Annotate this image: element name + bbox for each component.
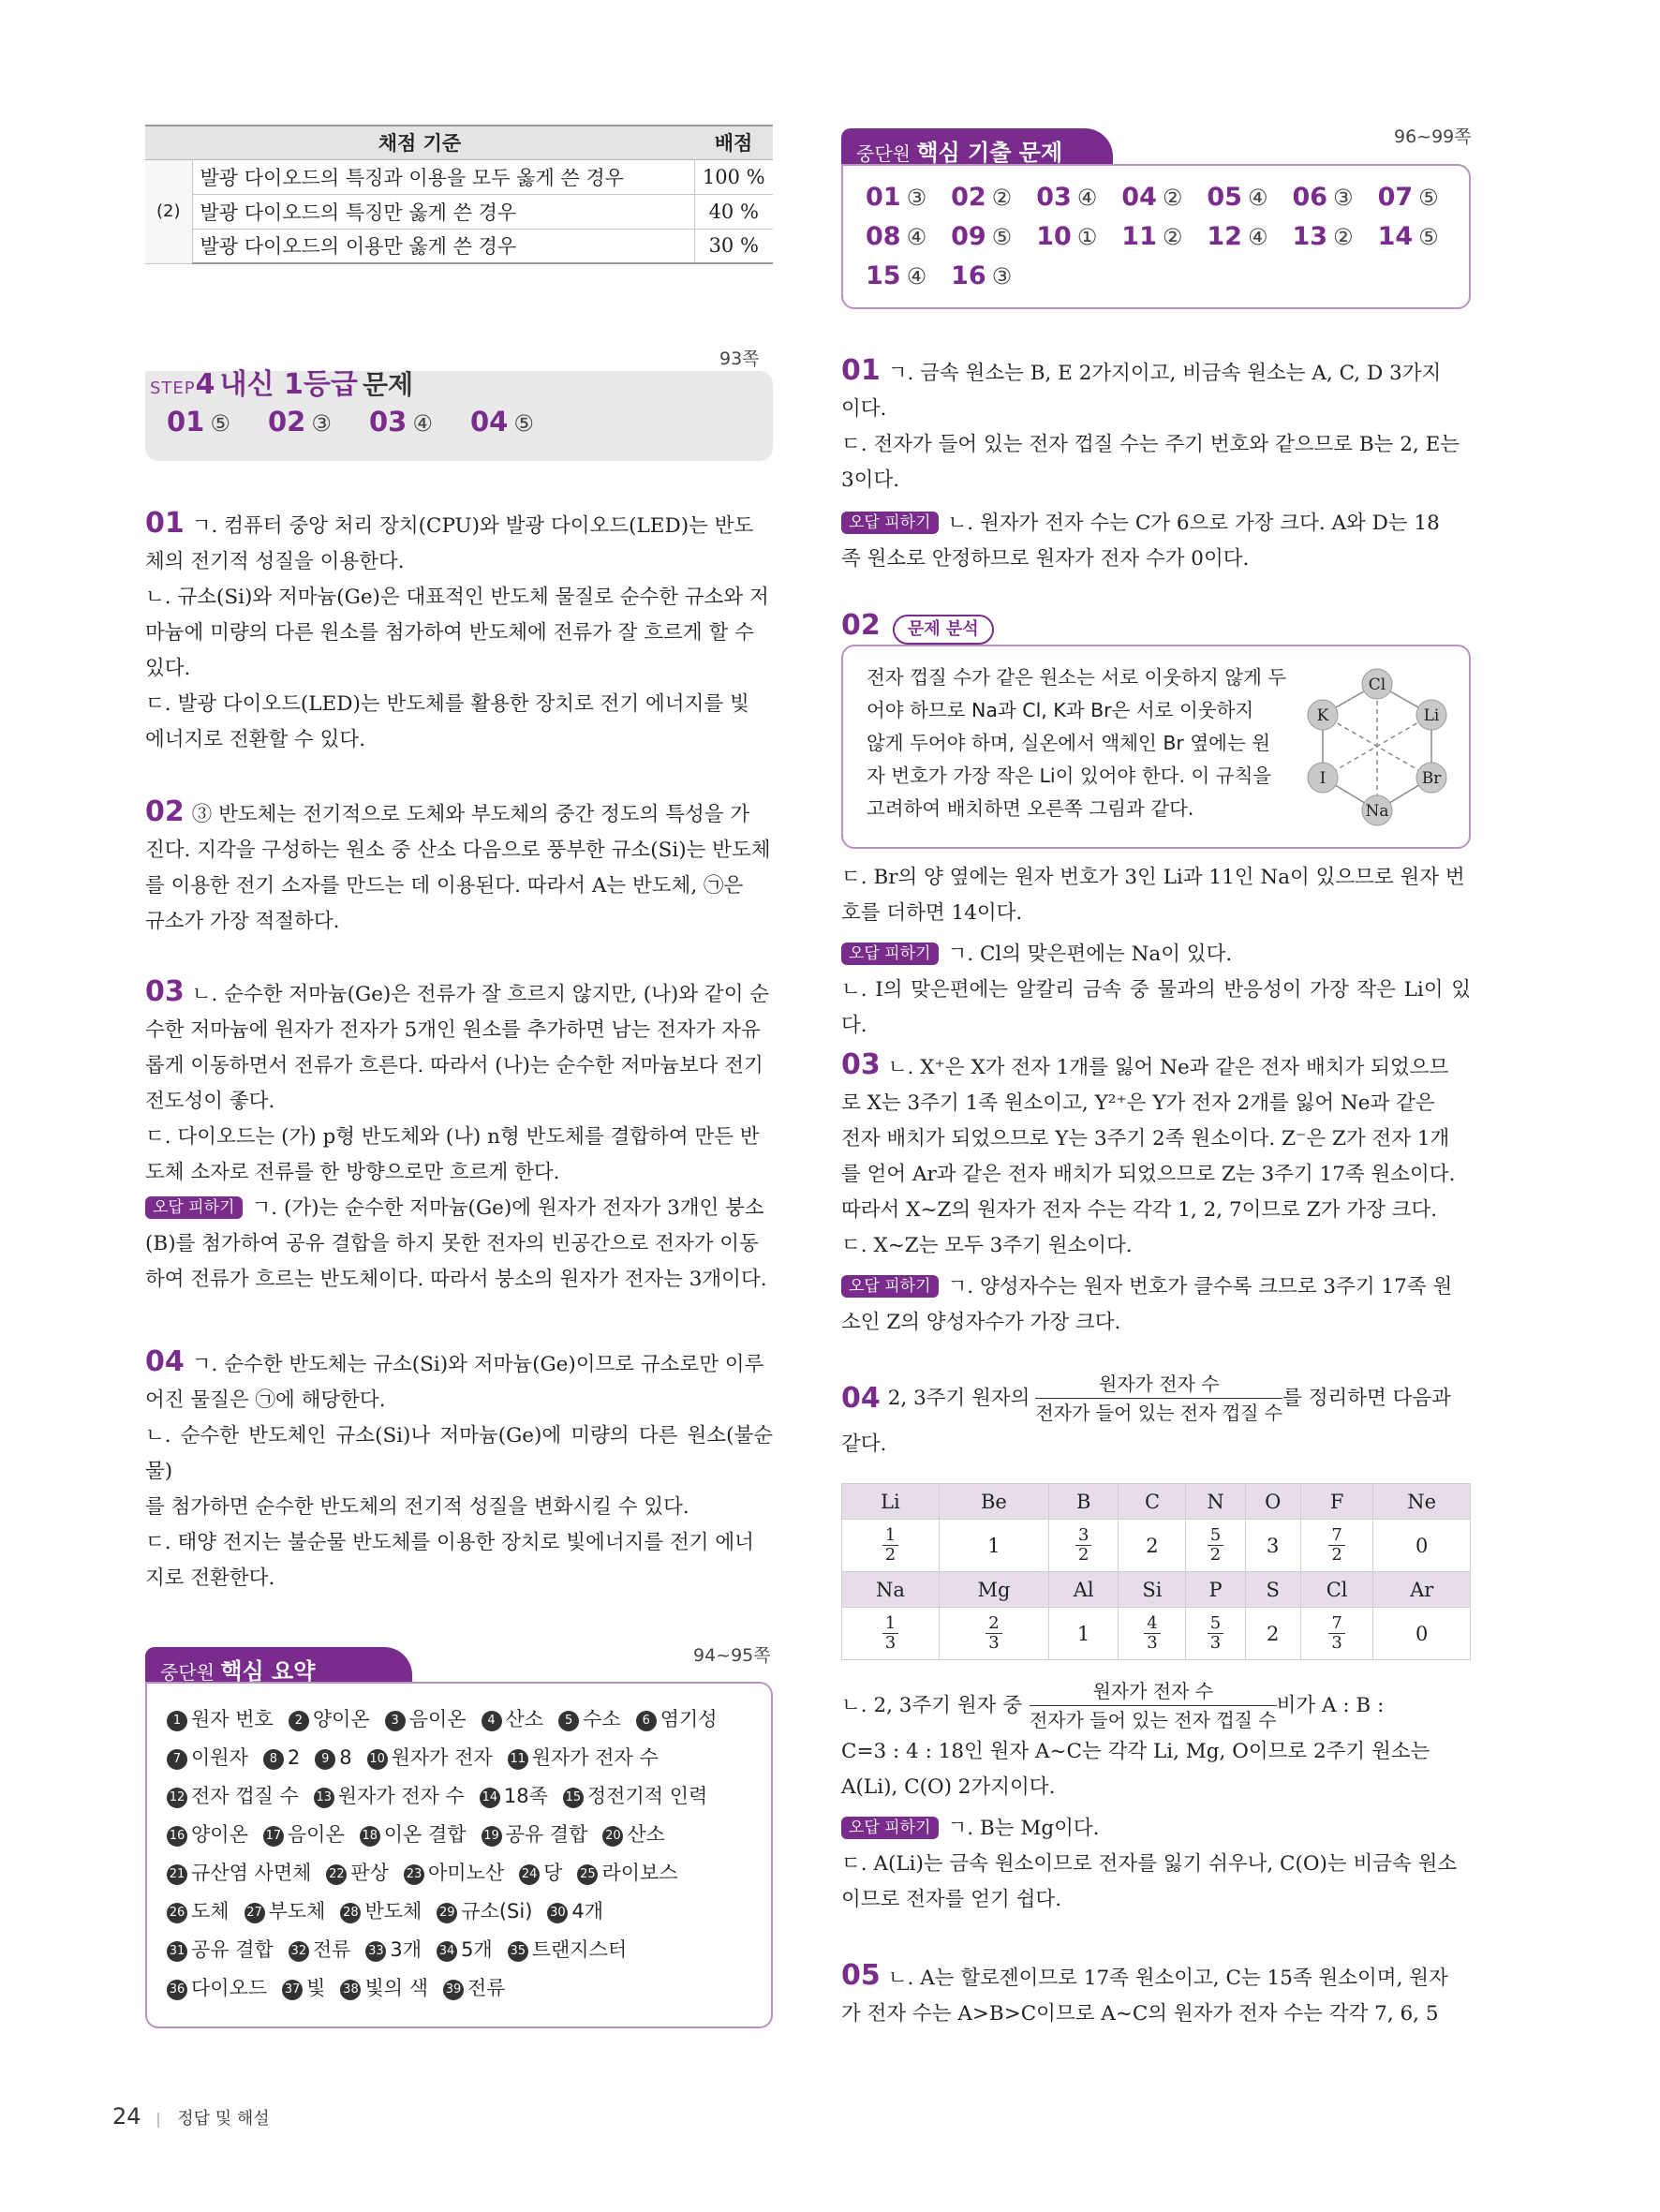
answer-item: 07 ⑤	[1377, 183, 1439, 212]
fraction: 원자가 전자 수 전자가 들어 있는 전자 껍질 수	[1035, 1370, 1282, 1427]
ratio-value: $\frac{1}{2}$	[842, 1520, 940, 1572]
grading-row-score: 40 %	[694, 194, 773, 229]
answer-item: 08 ④	[866, 222, 927, 251]
ratio-value: $\frac{7}{2}$	[1300, 1520, 1372, 1572]
number-badge: 23	[404, 1864, 424, 1885]
summary-item: 2 양이온	[289, 1708, 370, 1730]
footer-label: 정답 및 해설	[177, 2109, 270, 2129]
ratio-value: 3	[1245, 1520, 1300, 1572]
answer-item: 06 ③	[1292, 183, 1354, 212]
exam-solution-01: 01 ㄱ. 금속 원소는 B, E 2가지이고, 비금속 원소는 A, C, D 3가지 이다. ㄷ. 전자가 들어 있는 전자 껍질 수는 주기 번호와 같으므로 B는 2, E는 3이다. 오답 피하기 ㄴ. 원자가 전자 수는 C가 6으로 가장 크다. A와 D는 18 족 원소로 안정하므로 원자가 전자 수가 0이다.	[841, 354, 1460, 571]
atom-label: Br	[1421, 769, 1442, 788]
summary-item: 24 당	[519, 1862, 562, 1884]
summary-item: 22 판상	[326, 1862, 389, 1884]
element-symbol: N	[1186, 1484, 1245, 1520]
number-badge: 13	[314, 1788, 334, 1808]
avoid-mistake-tag: 오답 피하기	[841, 512, 939, 534]
number-badge: 15	[563, 1788, 584, 1808]
summary-item: 4 산소	[482, 1708, 544, 1730]
number-badge: 9	[315, 1749, 335, 1770]
analysis-text: 전자 껍질 수가 같은 원소는 서로 이웃하지 않게 두 어야 하므로 Na과 Cl, K과 Br은 서로 이웃하지 않게 두어야 하며, 실온에서 액체인 Br 옆에는 원 자 번호가 가장 작은 Li이 있어야 한다. 이 규칙을 고려하여 배치하면 오른쪽 그림과 같다.	[867, 666, 1287, 820]
exam-solution-05: 05 ㄴ. A는 할로젠이므로 17족 원소이고, C는 15족 원소이며, 원자 가 전자 수는 A>B>C이므로 A~C의 원자가 전자 수는 각각 7, 6, 5	[841, 1959, 1448, 2026]
answer-item: 03 ④	[1036, 183, 1098, 212]
number-badge: 2	[289, 1711, 309, 1731]
solution-02: 02 ③ 반도체는 전기적으로 도체와 부도체의 중간 정도의 특성을 가 진다. 지각을 구성하는 원소 중 산소 다음으로 풍부한 규소(Si)는 반도체 를 이용한 전기 소자를 만드는 데 이용된다. 따라서 A는 반도체, ㉠은 규소가 가장 적절하다.	[145, 795, 771, 933]
step-title-main: 내신 1등급	[219, 368, 358, 401]
ratio-value: 1	[1048, 1608, 1119, 1660]
summary-item: 16 양이온	[167, 1823, 248, 1846]
summary-line	[167, 1931, 766, 1969]
element-symbol: P	[1186, 1572, 1245, 1608]
answer-item: 14 ⑤	[1377, 222, 1439, 251]
footer: 24 | 정답 및 해설	[112, 2103, 270, 2130]
step4-answers	[167, 406, 562, 438]
number-badge: 31	[167, 1941, 187, 1962]
summary-line	[167, 1854, 766, 1893]
avoid-mistake-tag: 오답 피하기	[841, 1275, 939, 1298]
summary-item: 38 빛의 색	[340, 1977, 428, 1999]
summary-item: 26 도체	[167, 1900, 230, 1923]
answer-item: 04 ②	[1121, 183, 1183, 212]
summary-item: 27 부도체	[245, 1900, 326, 1923]
element-symbol: Li	[842, 1484, 940, 1520]
number-badge: 27	[245, 1903, 265, 1923]
ratio-value: $\frac{4}{3}$	[1119, 1608, 1186, 1660]
summary-line	[167, 1777, 766, 1816]
exam-answer-row	[866, 217, 1463, 257]
grading-row-text: 발광 다이오드의 특징과 이용을 모두 옳게 쓴 경우	[192, 159, 694, 194]
grading-row-text: 발광 다이오드의 이용만 옳게 쓴 경우	[192, 229, 694, 263]
ratio-value: 2	[1119, 1520, 1186, 1572]
number-badge: 12	[167, 1788, 187, 1808]
summary-item: 39 전류	[443, 1977, 506, 1999]
element-symbol: F	[1300, 1484, 1372, 1520]
summary-item: 5 수소	[558, 1708, 621, 1730]
element-symbol: Mg	[939, 1572, 1048, 1608]
number-badge: 21	[167, 1864, 187, 1885]
summary-item: 20 산소	[602, 1823, 665, 1846]
ratio-value: 2	[1245, 1608, 1300, 1660]
answer-item: 13 ②	[1292, 222, 1354, 251]
summary-item: 30 4개	[547, 1900, 603, 1923]
number-badge: 22	[326, 1864, 347, 1885]
summary-item: 31 공유 결합	[167, 1938, 274, 1961]
grading-row-label: (2)	[145, 159, 192, 263]
ratio-value: $\frac{3}{2}$	[1048, 1520, 1119, 1572]
number-badge: 32	[289, 1941, 309, 1962]
summary-page: 94~95쪽	[693, 1645, 771, 1666]
exam-answer-row	[866, 257, 1463, 296]
solution-03: 03 ㄴ. 순수한 저마늄(Ge)은 전류가 잘 흐르지 않지만, (나)와 같이 순 수한 저마늄에 원자가 전자가 5개인 원소를 추가하면 남는 전자가 자유 롭게 이동하면서 전류가 흐른다. 따라서 (나)는 순수한 저마늄보다 전기 전도성이 좋다. ㄷ. 다이오드는 (가) p형 반도체와 (나) n형 반도체를 결합하여 만든 반 도체 소자로 전류를 한 방향으로만 흐르게 한다. 오답 피하기 ㄱ. (가)는 순수한 저마늄(Ge)에 원자가 전자가 3개인 붕소 (B)를 첨가하여 공유 결합을 하지 못한 전자의 빈공간으로 전자가 이동 하여 전류가 흐르는 반도체이다. 따라서 붕소의 원자가 전자는 3개이다.	[145, 975, 770, 1291]
summary-item: 3 음이온	[385, 1708, 467, 1730]
element-symbol: C	[1119, 1484, 1186, 1520]
solution-04: 04 ㄱ. 순수한 반도체는 규소(Si)와 저마늄(Ge)이므로 규소로만 이루 어진 물질은 ㉠에 해당한다. ㄴ. 순수한 반도체인 규소(Si)나 저마늄(Ge)에 미량의 다른 원소(불순물) 를 첨가하면 순수한 반도체의 전기적 성질을 변화시킬 수 있다. ㄷ. 태양 전지는 불순물 반도체를 이용한 장치로 빛에너지를 전기 에너 지로 전환한다.	[145, 1345, 773, 1590]
fraction: 원자가 전자 수 전자가 들어 있는 전자 껍질 수	[1030, 1677, 1277, 1734]
step-prefix: STEP	[150, 379, 196, 398]
summary-item: 8 2	[263, 1746, 300, 1769]
number-badge: 18	[360, 1826, 380, 1847]
solution-01: 01 ㄱ. 컴퓨터 중앙 처리 장치(CPU)와 발광 다이오드(LED)는 반도 체의 전기적 성질을 이용한다. ㄴ. 규소(Si)와 저마늄(Ge)은 대표적인 반도체 물질로 순수한 규소와 저 마늄에 미량의 다른 원소를 첨가하여 반도체에 전류가 잘 흐르게 할 수 있다. ㄷ. 발광 다이오드(LED)는 반도체를 활용한 장치로 전기 에너지를 빛 에너지로 전환할 수 있다.	[145, 507, 769, 751]
answer-item: 01 ③	[866, 183, 927, 212]
summary-line	[167, 1893, 766, 1931]
summary-item: 13 원자가 전자 수	[314, 1785, 465, 1807]
summary-item: 12 전자 껍질 수	[167, 1785, 299, 1807]
avoid-mistake-tag: 오답 피하기	[145, 1196, 243, 1219]
ratio-table	[841, 1483, 1471, 1660]
summary-item: 34 5개	[437, 1938, 493, 1961]
number-badge: 35	[508, 1941, 528, 1962]
summary-item: 7 이원자	[167, 1746, 248, 1769]
summary-item: 36 다이오드	[167, 1977, 267, 1999]
number-badge: 4	[482, 1711, 502, 1731]
number-badge: 17	[263, 1826, 284, 1847]
summary-item: 10 원자가 전자	[367, 1746, 493, 1769]
number-badge: 30	[547, 1903, 568, 1923]
number-badge: 6	[636, 1711, 657, 1731]
answer-item: 09 ⑤	[951, 222, 1013, 251]
grading-row-score: 100 %	[694, 159, 773, 194]
summary-list	[167, 1700, 766, 2008]
exam-solution-04: ㄴ. 2, 3주기 원자 중 원자가 전자 수 전자가 들어 있는 전자 껍질 수 비가 A : B : C=3 : 4 : 18인 원자 A~C는 각각 Li, Mg, O이므로 2주기 원소는 A(Li), C(O) 2가지이다. 오답 피하기 ㄱ. B는 Mg이다. ㄷ. A(Li)는 금속 원소이므로 전자를 잃기 쉬우나, C(O)는 비금속 원소 이므로 전자를 얻기 쉽다.	[841, 1677, 1471, 1918]
grading-header-score: 배점	[694, 126, 773, 159]
element-symbol: Cl	[1300, 1572, 1372, 1608]
ratio-value: $\frac{1}{3}$	[842, 1608, 940, 1660]
summary-line	[167, 1816, 766, 1854]
number-badge: 11	[508, 1749, 528, 1770]
summary-item: 23 아미노산	[404, 1862, 504, 1884]
answer-item: 16 ③	[951, 261, 1013, 290]
answer-item: 05 ④	[1207, 183, 1268, 212]
number-badge: 16	[167, 1826, 187, 1847]
page-number: 24	[112, 2103, 141, 2130]
summary-line	[167, 1969, 766, 2008]
step4-title	[150, 361, 413, 402]
element-symbol: Al	[1048, 1572, 1119, 1608]
ratio-value: $\frac{2}{3}$	[939, 1608, 1048, 1660]
hexagon-diagram	[1297, 661, 1457, 839]
number-badge: 34	[437, 1941, 457, 1962]
grading-row-score: 30 %	[694, 229, 773, 263]
summary-tab: 중단원 핵심 요약	[145, 1647, 412, 1683]
number-badge: 5	[558, 1711, 579, 1731]
element-symbol: Be	[939, 1484, 1048, 1520]
ratio-value: $\frac{5}{2}$	[1186, 1520, 1245, 1572]
summary-item: 9 8	[315, 1746, 351, 1769]
answer-item: 03 ④	[368, 406, 433, 438]
element-symbol: Ar	[1373, 1572, 1471, 1608]
summary-item: 35 트랜지스터	[508, 1938, 627, 1961]
exam-solution-02-head: 02 문제 분석	[841, 609, 994, 645]
atom-label: Cl	[1368, 675, 1386, 694]
grading-row-text: 발광 다이오드의 특징만 옳게 쓴 경우	[192, 194, 694, 229]
answer-item: 04 ⑤	[469, 406, 534, 438]
number-badge: 20	[602, 1826, 623, 1847]
summary-item: 32 전류	[289, 1938, 351, 1961]
summary-item: 17 음이온	[263, 1823, 345, 1846]
number-badge: 26	[167, 1903, 187, 1923]
answer-item: 12 ④	[1207, 222, 1268, 251]
summary-item: 1 원자 번호	[167, 1708, 274, 1730]
answer-item: 02 ③	[267, 406, 332, 438]
element-symbol: Na	[842, 1572, 940, 1608]
answer-item: 15 ④	[866, 261, 927, 290]
number-badge: 38	[340, 1980, 361, 2000]
ratio-value: $\frac{5}{3}$	[1186, 1608, 1245, 1660]
summary-item: 25 라이보스	[577, 1862, 677, 1884]
summary-line	[167, 1700, 766, 1739]
number-badge: 10	[367, 1749, 388, 1770]
number-badge: 14	[480, 1788, 500, 1808]
summary-item: 18 이온 결합	[360, 1823, 467, 1846]
avoid-mistake-tag: 오답 피하기	[841, 1817, 939, 1839]
answer-item: 11 ②	[1121, 222, 1183, 251]
avoid-mistake-tag: 오답 피하기	[841, 943, 939, 965]
exam-solution-04-intro: 04 2, 3주기 원자의 원자가 전자 수 전자가 들어 있는 전자 껍질 수 를 정리하면 다음과 같다.	[841, 1370, 1471, 1462]
number-badge: 25	[577, 1864, 598, 1885]
number-badge: 33	[365, 1941, 386, 1962]
summary-item: 15 정전기적 인력	[563, 1785, 707, 1807]
grading-header-criteria: 채점 기준	[145, 126, 694, 159]
exam-page: 96~99쪽	[1394, 126, 1472, 147]
atom-label: Na	[1365, 802, 1389, 821]
number-badge: 19	[482, 1826, 502, 1847]
element-symbol: O	[1245, 1484, 1300, 1520]
number-badge: 37	[282, 1980, 303, 2000]
number-badge: 1	[167, 1711, 187, 1731]
summary-line	[167, 1739, 766, 1777]
number-badge: 28	[340, 1903, 361, 1923]
summary-item: 11 원자가 전자 수	[508, 1746, 659, 1769]
summary-item: 14 18족	[480, 1785, 548, 1807]
summary-item: 33 3개	[365, 1938, 422, 1961]
number-badge: 7	[167, 1749, 187, 1770]
summary-item: 19 공유 결합	[482, 1823, 588, 1846]
number-badge: 39	[443, 1980, 464, 2000]
number-badge: 24	[519, 1864, 540, 1885]
summary-item: 37 빛	[282, 1977, 325, 1999]
number-badge: 3	[385, 1711, 406, 1731]
number-badge: 36	[167, 1980, 187, 2000]
atom-label: Li	[1423, 706, 1440, 725]
ratio-value: 0	[1373, 1520, 1471, 1572]
step-title-tail: 문제	[362, 369, 414, 400]
answer-item: 01 ⑤	[167, 406, 230, 438]
element-symbol: Ne	[1373, 1484, 1471, 1520]
answer-item: 10 ①	[1036, 222, 1098, 251]
element-symbol: B	[1048, 1484, 1119, 1520]
summary-item: 29 규소(Si)	[437, 1900, 532, 1923]
ratio-value: 1	[939, 1520, 1048, 1572]
summary-item: 21 규산염 사면체	[167, 1862, 311, 1884]
number-badge: 8	[263, 1749, 284, 1770]
element-symbol: S	[1245, 1572, 1300, 1608]
exam-answer-row	[866, 178, 1463, 217]
exam-solution-02: ㄷ. Br의 양 옆에는 원자 번호가 3인 Li과 11인 Na이 있으므로 원자 번 호를 더하면 14이다. 오답 피하기 ㄱ. Cl의 맞은편에는 Na이 있다. ㄴ. I의 맞은편에는 알칼리 금속 중 물과의 반응성이 가장 작은 Li이 있다.	[841, 866, 1471, 1037]
element-symbol: Si	[1119, 1572, 1186, 1608]
grading-table	[145, 125, 773, 264]
exam-tab: 중단원 핵심 기출 문제	[841, 128, 1113, 164]
summary-item: 28 반도체	[340, 1900, 422, 1923]
exam-solution-03: 03 ㄴ. X⁺은 X가 전자 1개를 잃어 Ne과 같은 전자 배치가 되었으므 로 X는 3주기 1족 원소이고, Y²⁺은 Y가 전자 2개를 잃어 Ne과 같은 전자 배치가 되었으므로 Y는 3주기 2족 원소이다. Z⁻은 Z가 전자 1개 를 얻어 Ar과 같은 전자 배치가 되었으므로 Z는 3주기 17족 원소이다. 따라서 X~Z의 원자가 전자 수는 각각 1, 2, 7이므로 Z가 가장 크다. ㄷ. X~Z는 모두 3주기 원소이다. 오답 피하기 ㄱ. 양성자수는 원자 번호가 클수록 크므로 3주기 17족 원 소인 Z의 양성자수가 가장 크다.	[841, 1048, 1456, 1334]
number-badge: 29	[437, 1903, 457, 1923]
ratio-value: $\frac{7}{3}$	[1300, 1608, 1372, 1660]
step4-page: 93쪽	[719, 349, 760, 369]
atom-label: I	[1319, 769, 1327, 788]
atom-label: K	[1316, 706, 1329, 725]
analysis-label: 문제 분석	[893, 615, 994, 645]
answer-item: 02 ②	[951, 183, 1013, 212]
exam-answers	[866, 178, 1463, 296]
summary-item: 6 염기성	[636, 1708, 718, 1730]
ratio-value: 0	[1373, 1608, 1471, 1660]
step-number: 4	[195, 368, 215, 401]
